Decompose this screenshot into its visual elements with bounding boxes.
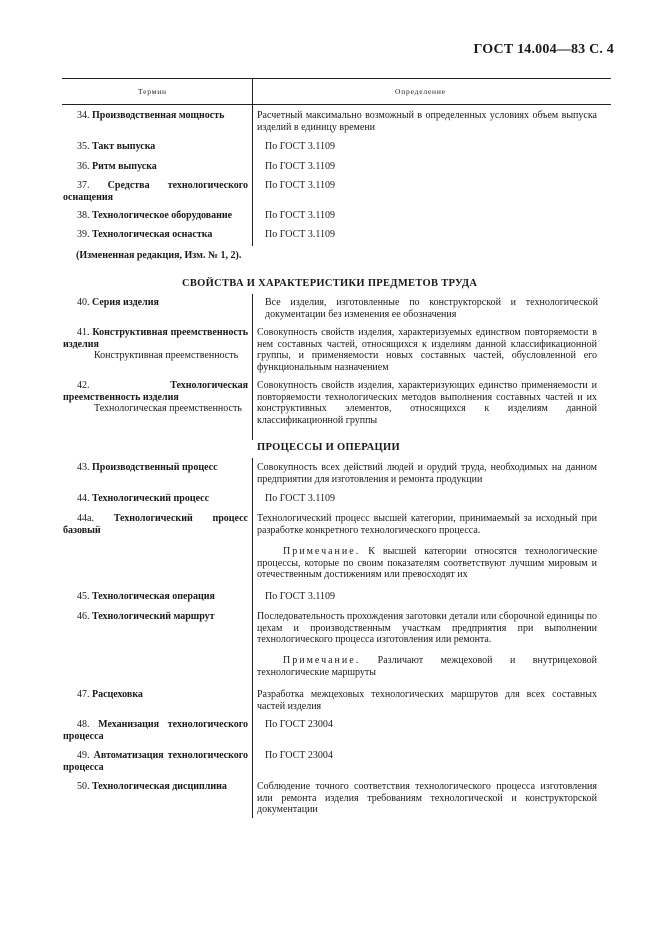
definition-50: Соблюдение точного соответствия технологического процесса изготовления или ремонта изделия требованиям технологической и конструкторской документации: [257, 781, 597, 816]
definition-46-note: Примечание. Различают межцеховой и внутрицеховой технологические маршруты: [257, 655, 597, 678]
term-41: 41. Конструктивная преемственность изделия Конструктивная преемственность: [63, 327, 248, 362]
term-40: 40. Серия изделия: [77, 297, 159, 308]
definition-42: Совокупность свойств изделия, характеризующих единство применяемости и повторяемости технологических методов выполнения составных частей и их конструктивных элементов, относящихся к изделиям данной классификационной группы: [257, 380, 597, 426]
column-header-term: Термин: [138, 87, 167, 96]
definition-44: По ГОСТ 3.1109: [265, 493, 336, 504]
definition-35: По ГОСТ 3.1109: [265, 141, 336, 152]
column-divider: [252, 458, 253, 818]
term-50: 50. Технологическая дисциплина: [77, 781, 227, 792]
term-35: 35. Такт выпуска: [77, 141, 156, 152]
term-44: 44. Технологический процесс: [77, 493, 210, 504]
term-43: 43. Производственный процесс: [77, 462, 218, 473]
term-34: 34. Производственная мощность: [77, 110, 225, 121]
section-title-processes: ПРОЦЕССЫ И ОПЕРАЦИИ: [257, 442, 400, 453]
term-39: 39. Технологическая оснастка: [77, 229, 213, 240]
term-49: 49. Автоматизация технологического процесса: [63, 750, 249, 773]
definition-43: Совокупность всех действий людей и орудий труда, необходимых на данном предприятии для изготовления и ремонта продукции: [257, 462, 597, 485]
term-48: 48. Механизация технологического процесса: [63, 719, 248, 742]
definition-45: По ГОСТ 3.1109: [265, 591, 336, 602]
definition-34: Расчетный максимально возможный в определенных условиях объем выпуска изделий в единицу времени: [257, 110, 597, 133]
term-44a: 44а. Технологический процесс базовый: [63, 513, 248, 536]
page-header: ГОСТ 14.004—83 С. 4: [473, 42, 614, 57]
definition-47: Разработка межцеховых технологических маршрутов для всех составных частей изделия: [257, 689, 597, 712]
term-37: 37. Средства технологического оснащения: [63, 180, 248, 203]
term-46: 46. Технологический маршрут: [77, 611, 215, 622]
table-top-rule: [62, 78, 611, 79]
definition-36: По ГОСТ 3.1109: [265, 161, 336, 172]
column-divider: [252, 294, 253, 440]
definition-38: По ГОСТ 3.1109: [265, 210, 336, 221]
definition-44a-note: Примечание. К высшей категории относятся технологические процессы, которые по своим показателям соответствуют лучшим мировым и отечественным достижениям или превосходят их: [257, 546, 598, 581]
definition-41: Совокупность свойств изделия, характеризуемых единством повторяемости в нем составных частей, относящихся к изделиям данной классификационной группы, и применяемости новых составных частей, обусловленной его функциональным назначением: [257, 327, 597, 373]
term-36: 36. Ритм выпуска: [77, 161, 157, 172]
term-42: 42. Технологическая преемственность изделия Технологическая преемственность: [63, 380, 248, 415]
section-title-properties: СВОЙСТВА И ХАРАКТЕРИСТИКИ ПРЕДМЕТОВ ТРУДА: [182, 278, 478, 289]
term-47: 47. Расцеховка: [77, 689, 143, 700]
definition-48: По ГОСТ 23004: [265, 719, 333, 730]
table-header-rule: [62, 104, 611, 105]
column-header-definition: Определение: [395, 87, 446, 96]
definition-39: По ГОСТ 3.1109: [265, 229, 336, 240]
column-divider: [252, 78, 253, 246]
definition-40: Все изделия, изготовленные по конструкторской и технологической документации без изменения ее обозначения: [265, 297, 598, 320]
definition-46: Последовательность прохождения заготовки детали или сборочной единицы по цехам и производственным участкам предприятия при выполнении технологического процесса изготовления или ремонта.: [257, 611, 597, 646]
term-45: 45. Технологическая операция: [77, 591, 215, 602]
amendment-note: (Измененная редакция, Изм. № 1, 2).: [76, 250, 242, 261]
term-38: 38. Технологическое оборудование: [77, 210, 233, 221]
definition-37: По ГОСТ 3.1109: [265, 180, 336, 191]
definition-49: По ГОСТ 23004: [265, 750, 333, 761]
definition-44a: Технологический процесс высшей категории, принимаемый за исходный при разработке конкретного технологического процесса.: [257, 513, 597, 536]
